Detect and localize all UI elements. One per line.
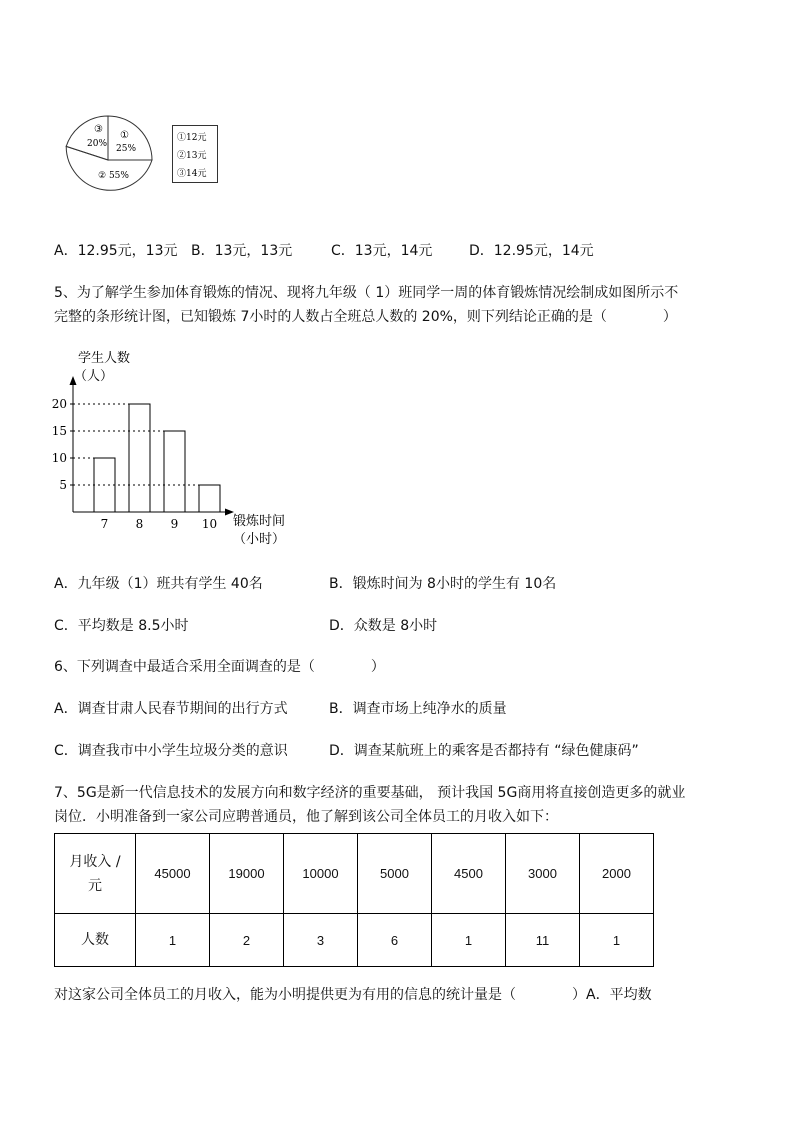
pie-legend-item-1: ①12元 [177, 133, 207, 143]
table-cell: 3000 [506, 834, 580, 914]
q5-option-d: D．众数是 8小时 [329, 618, 438, 634]
table-cell: 2 [210, 914, 284, 967]
table-cell: 2000 [580, 834, 654, 914]
table-cell: 11 [506, 914, 580, 967]
y-tick-label: 15 [51, 424, 67, 438]
table-cell: 1 [580, 914, 654, 967]
table-cell: 19000 [210, 834, 284, 914]
table-header-income-line1: 月收入 / [69, 853, 121, 870]
q4-option-d: D．12.95元，14元 [469, 243, 594, 259]
q5-stem-line2: 完整的条形统计图，已知锻炼 7小时的人数占全班总人数的 20%，则下列结论正确的是（ ） [54, 309, 677, 325]
q7-stem-line1: 7、5G是新一代信息技术的发展方向和数字经济的重要基础， 预计我国 5G商用将直接创造更多的就业 [54, 785, 686, 801]
pie-slice-2 [66, 146, 152, 190]
pie-legend-item-3: ③14元 [177, 169, 207, 179]
table-cell: 1 [432, 914, 506, 967]
pie-legend [172, 125, 220, 185]
q7-tail: 对这家公司全体员工的月收入，能为小明提供更为有用的信息的统计量是（ ）A．平均数 [54, 987, 652, 1003]
table-cell: 1 [136, 914, 210, 967]
q5-option-c: C．平均数是 8.5小时 [54, 618, 189, 634]
table-cell: 4500 [432, 834, 506, 914]
pie-label-3-pct: 20% [87, 139, 108, 149]
table-header-income [55, 834, 136, 914]
table-cell: 10000 [284, 834, 358, 914]
table-row [55, 914, 654, 967]
q4-option-a: A．12.95元，13元 [54, 243, 178, 259]
q7-stem-line2: 岗位．小明准备到一家公司应聘普通员，他了解到该公司全体员工的月收入如下： [54, 809, 558, 825]
bar-chart-xunit: （小时） [233, 532, 286, 547]
pie-legend-item-2: ②13元 [177, 151, 207, 161]
q5-option-b: B．锻炼时间为 8小时的学生有 10名 [329, 576, 557, 592]
table-cell: 5000 [358, 834, 432, 914]
x-tick-label: 8 [135, 517, 144, 531]
q5-stem-line1: 5、为了解学生参加体育锻炼的情况、现将九年级（ 1）班同学一周的体育锻炼情况绘制成如图所示不 [54, 285, 679, 301]
pie-label-2-pct: 55% [108, 171, 129, 181]
q4-option-c: C．13元，14元 [331, 243, 433, 259]
pie-label-2 [98, 171, 129, 181]
table-cell: 6 [358, 914, 432, 967]
q6-option-b: B．调查市场上纯净水的质量 [329, 701, 507, 717]
income-table [54, 833, 654, 967]
q4-option-b: B．13元，13元 [191, 243, 293, 259]
q6-option-a: A．调查甘肃人民春节期间的出行方式 [54, 701, 288, 717]
q5-option-a: A．九年级（1）班共有学生 40名 [54, 576, 263, 592]
table-row [55, 834, 654, 914]
table-cell: 3 [284, 914, 358, 967]
q6-stem: 6、下列调查中最适合采用全面调查的是（ ） [54, 659, 385, 675]
x-tick-label: 7 [100, 517, 109, 531]
pie-label-3-num: ③ [94, 124, 103, 135]
bar-10 [199, 485, 220, 512]
y-tick-label: 20 [51, 397, 67, 411]
pie-label-1-num: ① [120, 130, 129, 141]
table-header-count: 人数 [55, 914, 136, 967]
bar-chart [46, 348, 306, 548]
pie-label-2-num: ② [98, 171, 107, 181]
x-tick-label: 9 [170, 517, 179, 531]
y-tick-label: 10 [51, 451, 67, 465]
pie-slice-3 [66, 116, 108, 160]
table-header-income-line2: 元 [88, 877, 102, 894]
bar-chart-ylabel: 学生人数 [78, 351, 131, 366]
q6-option-d: D．调查某航班上的乘客是否都持有 “绿色健康码” [329, 743, 639, 759]
table-cell: 45000 [136, 834, 210, 914]
y-tick-label: 5 [59, 478, 67, 492]
pie-label-1-pct: 25% [116, 144, 137, 154]
q6-option-c: C．调查我市中小学生垃圾分类的意识 [54, 743, 288, 759]
bar-9 [164, 431, 185, 512]
bar-chart-yunit: （人） [74, 369, 114, 384]
bar-chart-xlabel: 锻炼时间 [233, 514, 286, 529]
x-tick-label: 10 [201, 517, 218, 531]
pie-chart [60, 112, 160, 204]
bar-8 [129, 404, 150, 512]
